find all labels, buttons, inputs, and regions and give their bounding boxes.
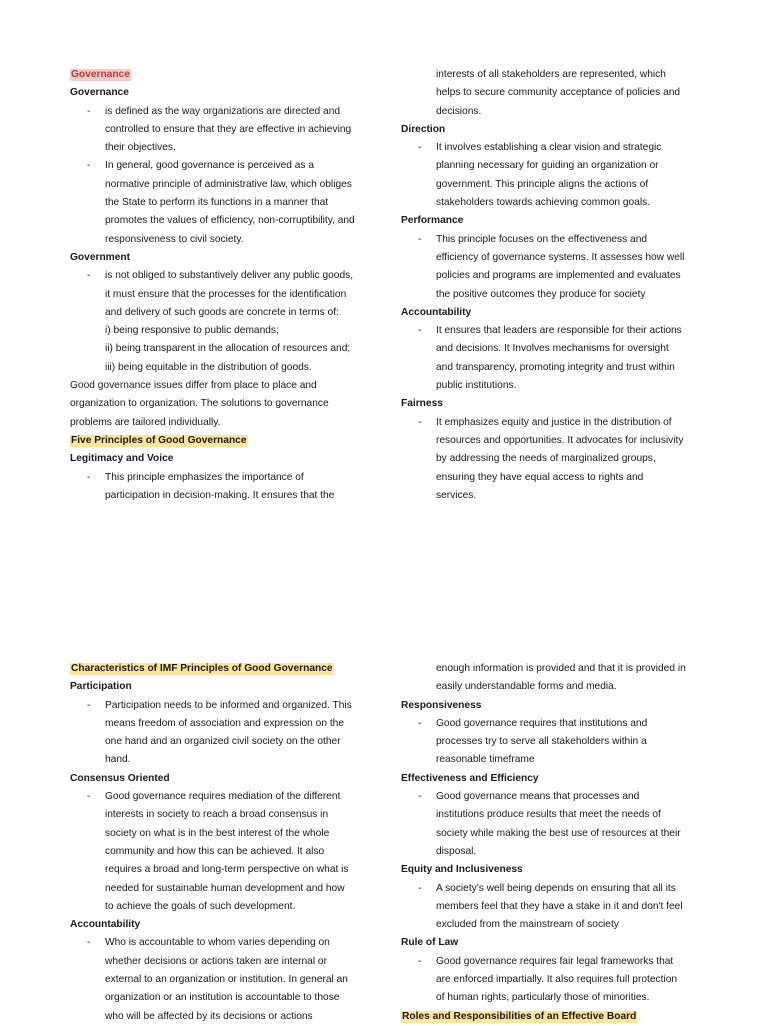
list-item: - Good governance requires mediation of the different interests in society to reach a broad consensus in society on what is in the best interest of the whole community and how this can be achieved. It also requires a broad and long-term perspective on what is needed for sustainable human development and how to achieve the goals of such development. (70, 788, 380, 916)
section-heading: Equity and Inclusiveness (401, 864, 523, 876)
dash-bullet: - (418, 791, 422, 803)
bottom-left-column (70, 660, 380, 1026)
dash-bullet: - (418, 717, 422, 729)
five-principles-heading: Five Principles of Good Governance (71, 434, 247, 446)
dash-bullet: - (87, 937, 91, 949)
section-heading: Consensus Oriented (70, 772, 170, 784)
dash-bullet: - (87, 471, 91, 483)
top-left-column (70, 66, 380, 505)
section-heading: Effectiveness and Efficiency (401, 772, 539, 784)
list-item: - Good governance means that processes and institutions produce results that meet the needs of society while making the best use of resources at their disposal. (401, 788, 711, 861)
list-item: - is defined as the way organizations are directed and controlled to ensure that they are effective in achieving their objectives. (70, 103, 380, 158)
paragraph-line: Good governance issues differ from place to place and (70, 380, 317, 392)
characteristics-list (70, 678, 380, 1026)
list-item: - In general, good governance is perceived as a normative principle of administrative law, which obliges the State to perform its functions in a manner that promotes the values of efficiency, non-corruptibility, and responsiveness to civil society. (70, 157, 380, 248)
section-heading: Accountability (401, 306, 472, 318)
section-heading-governance: Governance (70, 87, 129, 99)
continued-text: enough information is provided and that it is provided in easily understandable forms and media. (436, 663, 686, 693)
section-heading: Participation (70, 681, 132, 693)
list-item: - It involves establishing a clear vision and strategic planning necessary for guiding an organization or government. This principle aligns the actions of stakeholders towards achieving common goals. (401, 139, 711, 212)
dash-bullet: - (87, 699, 91, 711)
section-heading-legitimacy: Legitimacy and Voice (70, 453, 174, 465)
dash-bullet: - (87, 791, 91, 803)
section-heading: Accountability (70, 919, 141, 931)
dash-bullet: - (418, 233, 422, 245)
sub-item: iii) being equitable in the distribution of goods. (105, 361, 312, 373)
dash-bullet: - (87, 270, 91, 282)
section-heading-government: Government (70, 251, 131, 263)
dash-bullet: - (418, 882, 422, 894)
list-item: - It ensures that leaders are responsible for their actions and decisions. It Involves mechanisms for oversight and transparency, promoting integrity and trust within public institutions. (401, 322, 711, 395)
dash-bullet: - (87, 160, 91, 172)
section-heading: Performance (401, 215, 464, 227)
dash-bullet: - (418, 325, 422, 337)
list-item: - This principle focuses on the effectiveness and efficiency of governance systems. It assesses how well policies and programs are implemented and evaluates the positive outcomes they produce for society (401, 231, 711, 304)
bottom-right-column (401, 660, 711, 1026)
list-item: - This principle emphasizes the importance of participation in decision-making. It ensures that the (70, 469, 380, 506)
paragraph-line: problems are tailored individually. (70, 416, 221, 428)
list-item: - Good governance requires that institutions and processes try to serve all stakeholders within a reasonable timeframe (401, 715, 711, 770)
section-heading: Direction (401, 123, 446, 135)
section-heading: Responsiveness (401, 699, 482, 711)
list-item: - It emphasizes equity and justice in the distribution of resources and opportunities. It advocates for inclusivity by addressing the needs of marginalized groups, ensuring they have equal access to rights and services. (401, 414, 711, 505)
section-heading: Rule of Law (401, 937, 459, 949)
principles-list (401, 121, 711, 505)
characteristics-list-continued (401, 697, 711, 1008)
imf-characteristics-heading: Characteristics of IMF Principles of Good Governance (71, 663, 333, 674)
list-item: - Good governance requires fair legal frameworks that are enforced impartially. It also requires full protection of human rights, particularly those of minorities. (401, 953, 711, 1008)
dash-bullet: - (87, 105, 91, 117)
dash-bullet: - (418, 416, 422, 428)
list-item: - A society's well being depends on ensuring that all its members feel that they have a stake in it and don't feel excluded from the mainstream of society (401, 880, 711, 935)
sub-item: ii) being transparent in the allocation of resources and; (105, 343, 351, 355)
list-item: - is not obliged to substantively deliver any public goods, it must ensure that the processes for the identification and delivery of such goods are concrete in terms of: (70, 267, 380, 322)
top-right-column (401, 66, 711, 505)
paragraph-line: organization to organization. The solutions to governance (70, 398, 329, 410)
dash-bullet: - (418, 955, 422, 967)
dash-bullet: - (418, 142, 422, 154)
roles-heading: Roles and Responsibilities of an Effective Board (402, 1010, 637, 1022)
continued-text: interests of all stakeholders are represented, which helps to secure community acceptance of policies and decisions. (436, 69, 681, 117)
governance-list (70, 103, 380, 249)
section-heading: Fairness (401, 398, 443, 410)
sub-item: i) being responsive to public demands; (105, 325, 279, 337)
list-item: - Who is accountable to whom varies depending on whether decisions or actions taken are internal or external to an organization or institution. In general an organization or an institution is accountable to those who will be affected by its decisions or actions (70, 934, 380, 1025)
list-item: - Participation needs to be informed and organized. This means freedom of association and expression on the one hand and an organized civil society on the other hand. (70, 697, 380, 770)
doc-title: Governance (71, 69, 130, 80)
